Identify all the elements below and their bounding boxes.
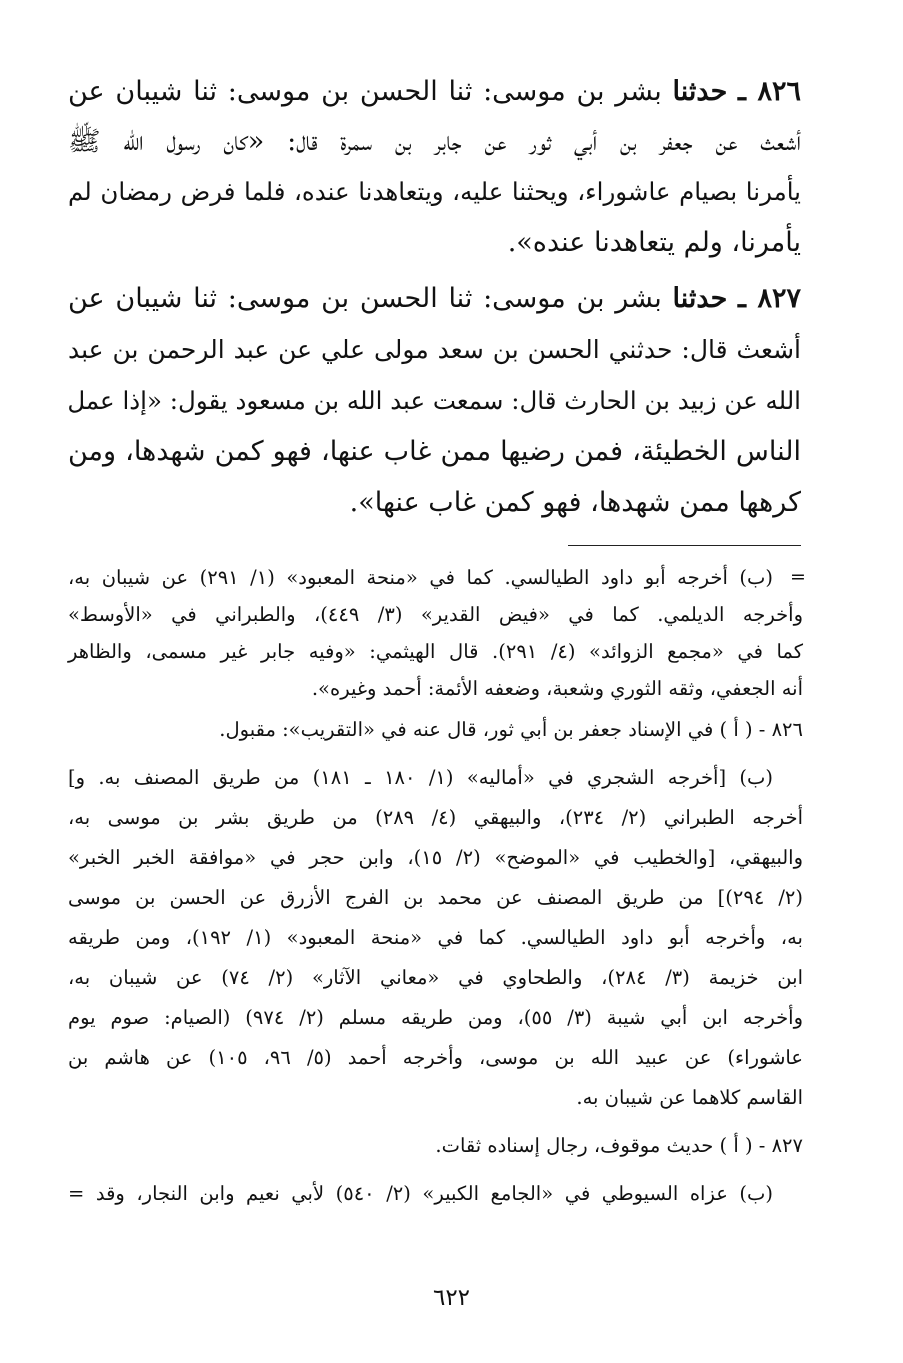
footnote-continued-line-1: (ب) أخرجه أبو داود الطيالسي. كما في «منحة المعبود» (١/ ٢٩١) عن شيبان به،: [68, 566, 773, 589]
hadith-826-text: بشر بن موسى: ثنا الحسن بن موسى: ثنا شيبان عن: [68, 76, 662, 107]
hadith-826-number: ٨٢٦ ـ: [738, 76, 802, 107]
footnote-continued-line-2: وأخرجه الديلمي. كما في «فيض القدير» (٣/ ٤٤٩)، والطبراني في «الأوسط»: [68, 603, 803, 626]
footnote-826-b-line-8: عاشوراء) عن عبيد الله بن موسى، وأخرجه أحمد (٥/ ٩٦، ١٠٥) عن هاشم بن: [68, 1046, 804, 1069]
footnote-826-b-line-2: أخرجه الطبراني (٢/ ٢٣٤)، والبيهقي (٤/ ٢٨٩) من طريق بشر بن موسى به،: [68, 806, 804, 829]
footnote-827-b: (ب) عزاه السيوطي في «الجامع الكبير» (٢/ ٥٤٠) لأبي نعيم وابن النجار، وقد =: [68, 1182, 773, 1205]
hadith-826-keyword: حدثنا: [672, 76, 728, 107]
hadith-826-line-3: يأمرنا بصيام عاشوراء، ويحثنا عليه، ويتعاهدنا عنده، فلما فرض رمضان لم: [68, 177, 801, 206]
footnote-826-b-line-5: به، وأخرجه أبو داود الطيالسي. كما في «منحة المعبود» (١/ ١٩٢)، ومن طريقه: [68, 926, 803, 949]
footnote-826-b-line-9: القاسم كلاهما عن شيبان به.: [576, 1086, 803, 1109]
footnote-827-a: ٨٢٧ - ( أ ) حديث موقوف، رجال إسناده ثقات.: [435, 1134, 803, 1157]
hadith-827-line-5: كرهها ممن شهدها، فهو كمن غاب عنها».: [349, 487, 801, 518]
footnote-continued-line-4: أنه الجعفي، وثقه الثوري وشعبة، وضعفه الأئمة: أحمد وغيره».: [311, 677, 803, 700]
hadith-827-text: بشر بن موسى: ثنا الحسن بن موسى: ثنا شيبان عن: [68, 283, 662, 314]
footnote-826-b-line-1: (ب) [أخرجه الشجري في «أماليه» (١/ ١٨٠ ـ ١٨١) من طريق المصنف به. و]: [68, 766, 773, 789]
footnote-826-a: ٨٢٦ - ( أ ) في الإسناد جعفر بن أبي ثور، قال عنه في «التقريب»: مقبول.: [219, 718, 803, 741]
footnote-continued-line-3: كما في «مجمع الزوائد» (٤/ ٢٩١). قال الهيثمي: «وفيه جابر غير مسمى، والظاهر: [68, 640, 803, 663]
footnote-826-b-line-4: (٢/ ٢٩٤)] من طريق المصنف عن محمد بن الفرج الأزرق عن الحسن بن موسى: [68, 886, 803, 909]
hadith-827-line-3: الله عن زبيد بن الحارث قال: سمعت عبد الله بن مسعود يقول: «إذا عمل: [67, 386, 801, 415]
hadith-827-keyword: حدثنا: [672, 283, 728, 314]
hadith-827-line-4: الناس الخطيئة، فمن رضيها ممن غاب عنها، فهو كمن شهدها، ومن: [68, 436, 801, 467]
hadith-827-number: ٨٢٧ ـ: [738, 283, 802, 314]
continuation-mark: =: [790, 566, 806, 588]
footnote-826-b-line-3: والبيهقي، [والخطيب في «الموضح» (٢/ ١٥)، وابن حجر في «موافقة الخبر الخبر»: [68, 846, 804, 869]
hadith-826-line-2: أشعث عن جعفر بن أبي ثور عن جابر بن سمرة قال: «كان رسول الله ﷺ: [68, 126, 801, 157]
hadith-827-line-2: أشعث قال: حدثني الحسن بن سعد مولى علي عن عبد الرحمن بن عبد: [68, 335, 801, 364]
footnote-separator: [568, 545, 801, 546]
footnote-826-b-line-6: ابن خزيمة (٣/ ٢٨٤)، والطحاوي في «معاني الآثار» (٢/ ٧٤) عن شيبان به،: [68, 966, 803, 989]
hadith-826-line-4: يأمرنا، ولم يتعاهدنا عنده».: [507, 227, 801, 258]
hadith-827-line-1: [68, 274, 801, 324]
hadith-826-line-1: [68, 67, 801, 117]
page-number: ٦٢٢: [432, 1285, 471, 1311]
footnote-826-b-line-7: وأخرجه ابن أبي شيبة (٣/ ٥٥)، ومن طريقه مسلم (٢/ ٩٧٤) (الصيام: صوم يوم: [68, 1006, 803, 1029]
